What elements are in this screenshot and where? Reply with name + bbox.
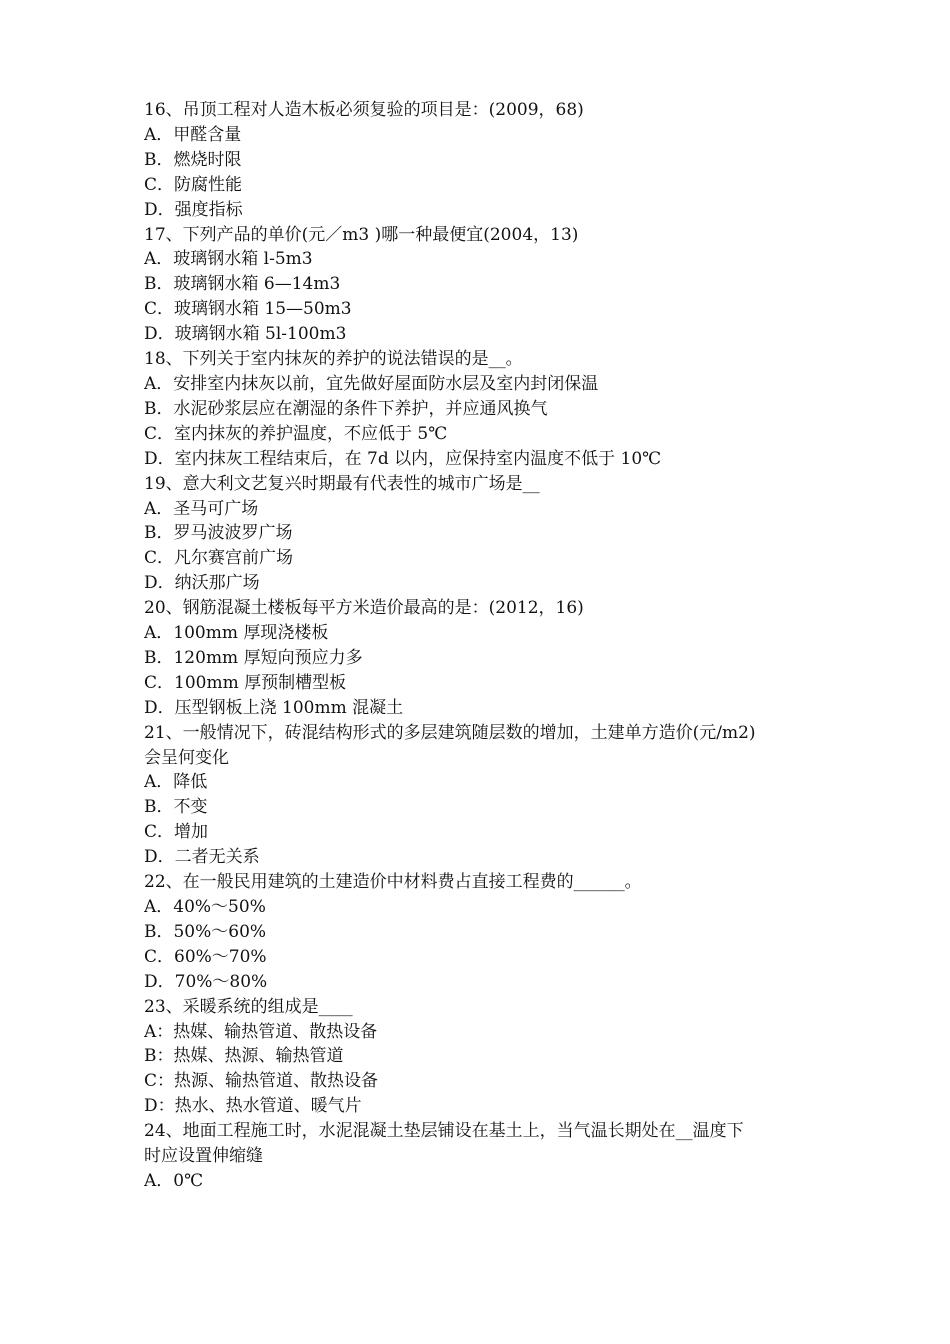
answer-option: C．室内抹灰的养护温度，不应低于 5℃ (144, 423, 448, 444)
answer-option: B．50%～60% (144, 921, 267, 942)
answer-option: B：热媒、热源、输热管道 (144, 1046, 344, 1067)
answer-option: A．100mm 厚现浇楼板 (144, 623, 329, 644)
question-stem-line: 16、吊顶工程对人造木板必须复验的项目是：(2009，68) (144, 100, 584, 120)
question-stem-line: 20、钢筋混凝土楼板每平方米造价最高的是：(2012，16) (144, 598, 584, 619)
question-stem-line: 19、意大利文艺复兴时期最有代表性的城市广场是__ (144, 473, 540, 494)
answer-option: D：热水、热水管道、暖气片 (144, 1096, 362, 1117)
answer-option: B．120mm 厚短向预应力多 (144, 647, 363, 668)
question-stem-line: 24、地面工程施工时，水泥混凝土垫层铺设在基土上，当气温长期处在__温度下 (144, 1121, 744, 1142)
question-stem-line: 会呈何变化 (144, 747, 229, 768)
answer-option: D．室内抹灰工程结束后，在 7d 以内，应保持室内温度不低于 10℃ (144, 448, 662, 469)
answer-option: C．60%～70% (144, 946, 267, 967)
answer-option: B．水泥砂浆层应在潮湿的条件下养护，并应通风换气 (144, 398, 548, 419)
answer-option: C．玻璃钢水箱 15—50m3 (144, 299, 352, 320)
question-q23 (144, 995, 814, 1120)
question-q20 (144, 596, 814, 721)
question-stem-line: 17、下列产品的单价(元／m3 )哪一种最便宜(2004，13) (144, 224, 579, 245)
answer-option: A．40%～50% (144, 897, 266, 917)
answer-option: A．甲醛含量 (144, 124, 242, 145)
question-stem-line: 21、一般情况下，砖混结构形式的多层建筑随层数的增加，土建单方造价(元/m2) (144, 722, 756, 743)
question-q24 (144, 1119, 814, 1194)
answer-option: D．70%～80% (144, 971, 268, 992)
answer-option: B．罗马波波罗广场 (144, 523, 293, 544)
answer-option: C．增加 (144, 822, 209, 843)
question-stem-line: 时应设置伸缩缝 (144, 1146, 263, 1167)
answer-option: B．不变 (144, 797, 208, 818)
answer-option: D．强度指标 (144, 199, 243, 220)
question-q16 (144, 98, 814, 223)
question-q17 (144, 223, 814, 348)
answer-option: A．安排室内抹灰以前，宜先做好屋面防水层及室内封闭保温 (144, 373, 599, 394)
document-body (144, 98, 814, 1194)
answer-option: D．二者无关系 (144, 847, 260, 868)
question-stem-line: 22、在一般民用建筑的土建造价中材料费占直接工程费的______。 (144, 872, 642, 893)
answer-option: D．纳沃那广场 (144, 573, 260, 594)
answer-option: D．压型钢板上浇 100mm 混凝土 (144, 697, 404, 718)
question-q19 (144, 472, 814, 597)
answer-option: C．凡尔赛宫前广场 (144, 548, 294, 569)
question-stem-line: 18、下列关于室内抹灰的养护的说法错误的是__。 (144, 349, 523, 370)
answer-option: A：热媒、输热管道、散热设备 (144, 1021, 378, 1042)
answer-option: C．100mm 厚预制槽型板 (144, 672, 347, 693)
question-stem-line: 23、采暖系统的组成是____ (144, 996, 353, 1017)
answer-option: D．玻璃钢水箱 5l-100m3 (144, 324, 347, 345)
answer-option: B．燃烧时限 (144, 149, 242, 170)
answer-option: A．圣马可广场 (144, 498, 259, 519)
answer-option: C：热源、输热管道、散热设备 (144, 1071, 379, 1092)
answer-option: A．玻璃钢水箱 l-5m3 (144, 249, 313, 270)
answer-option: B．玻璃钢水箱 6—14m3 (144, 274, 341, 295)
question-q22 (144, 870, 814, 995)
answer-option: A．0℃ (144, 1170, 204, 1191)
question-q18 (144, 347, 814, 472)
answer-option: C．防腐性能 (144, 174, 243, 195)
question-q21 (144, 721, 814, 870)
answer-option: A．降低 (144, 772, 208, 793)
